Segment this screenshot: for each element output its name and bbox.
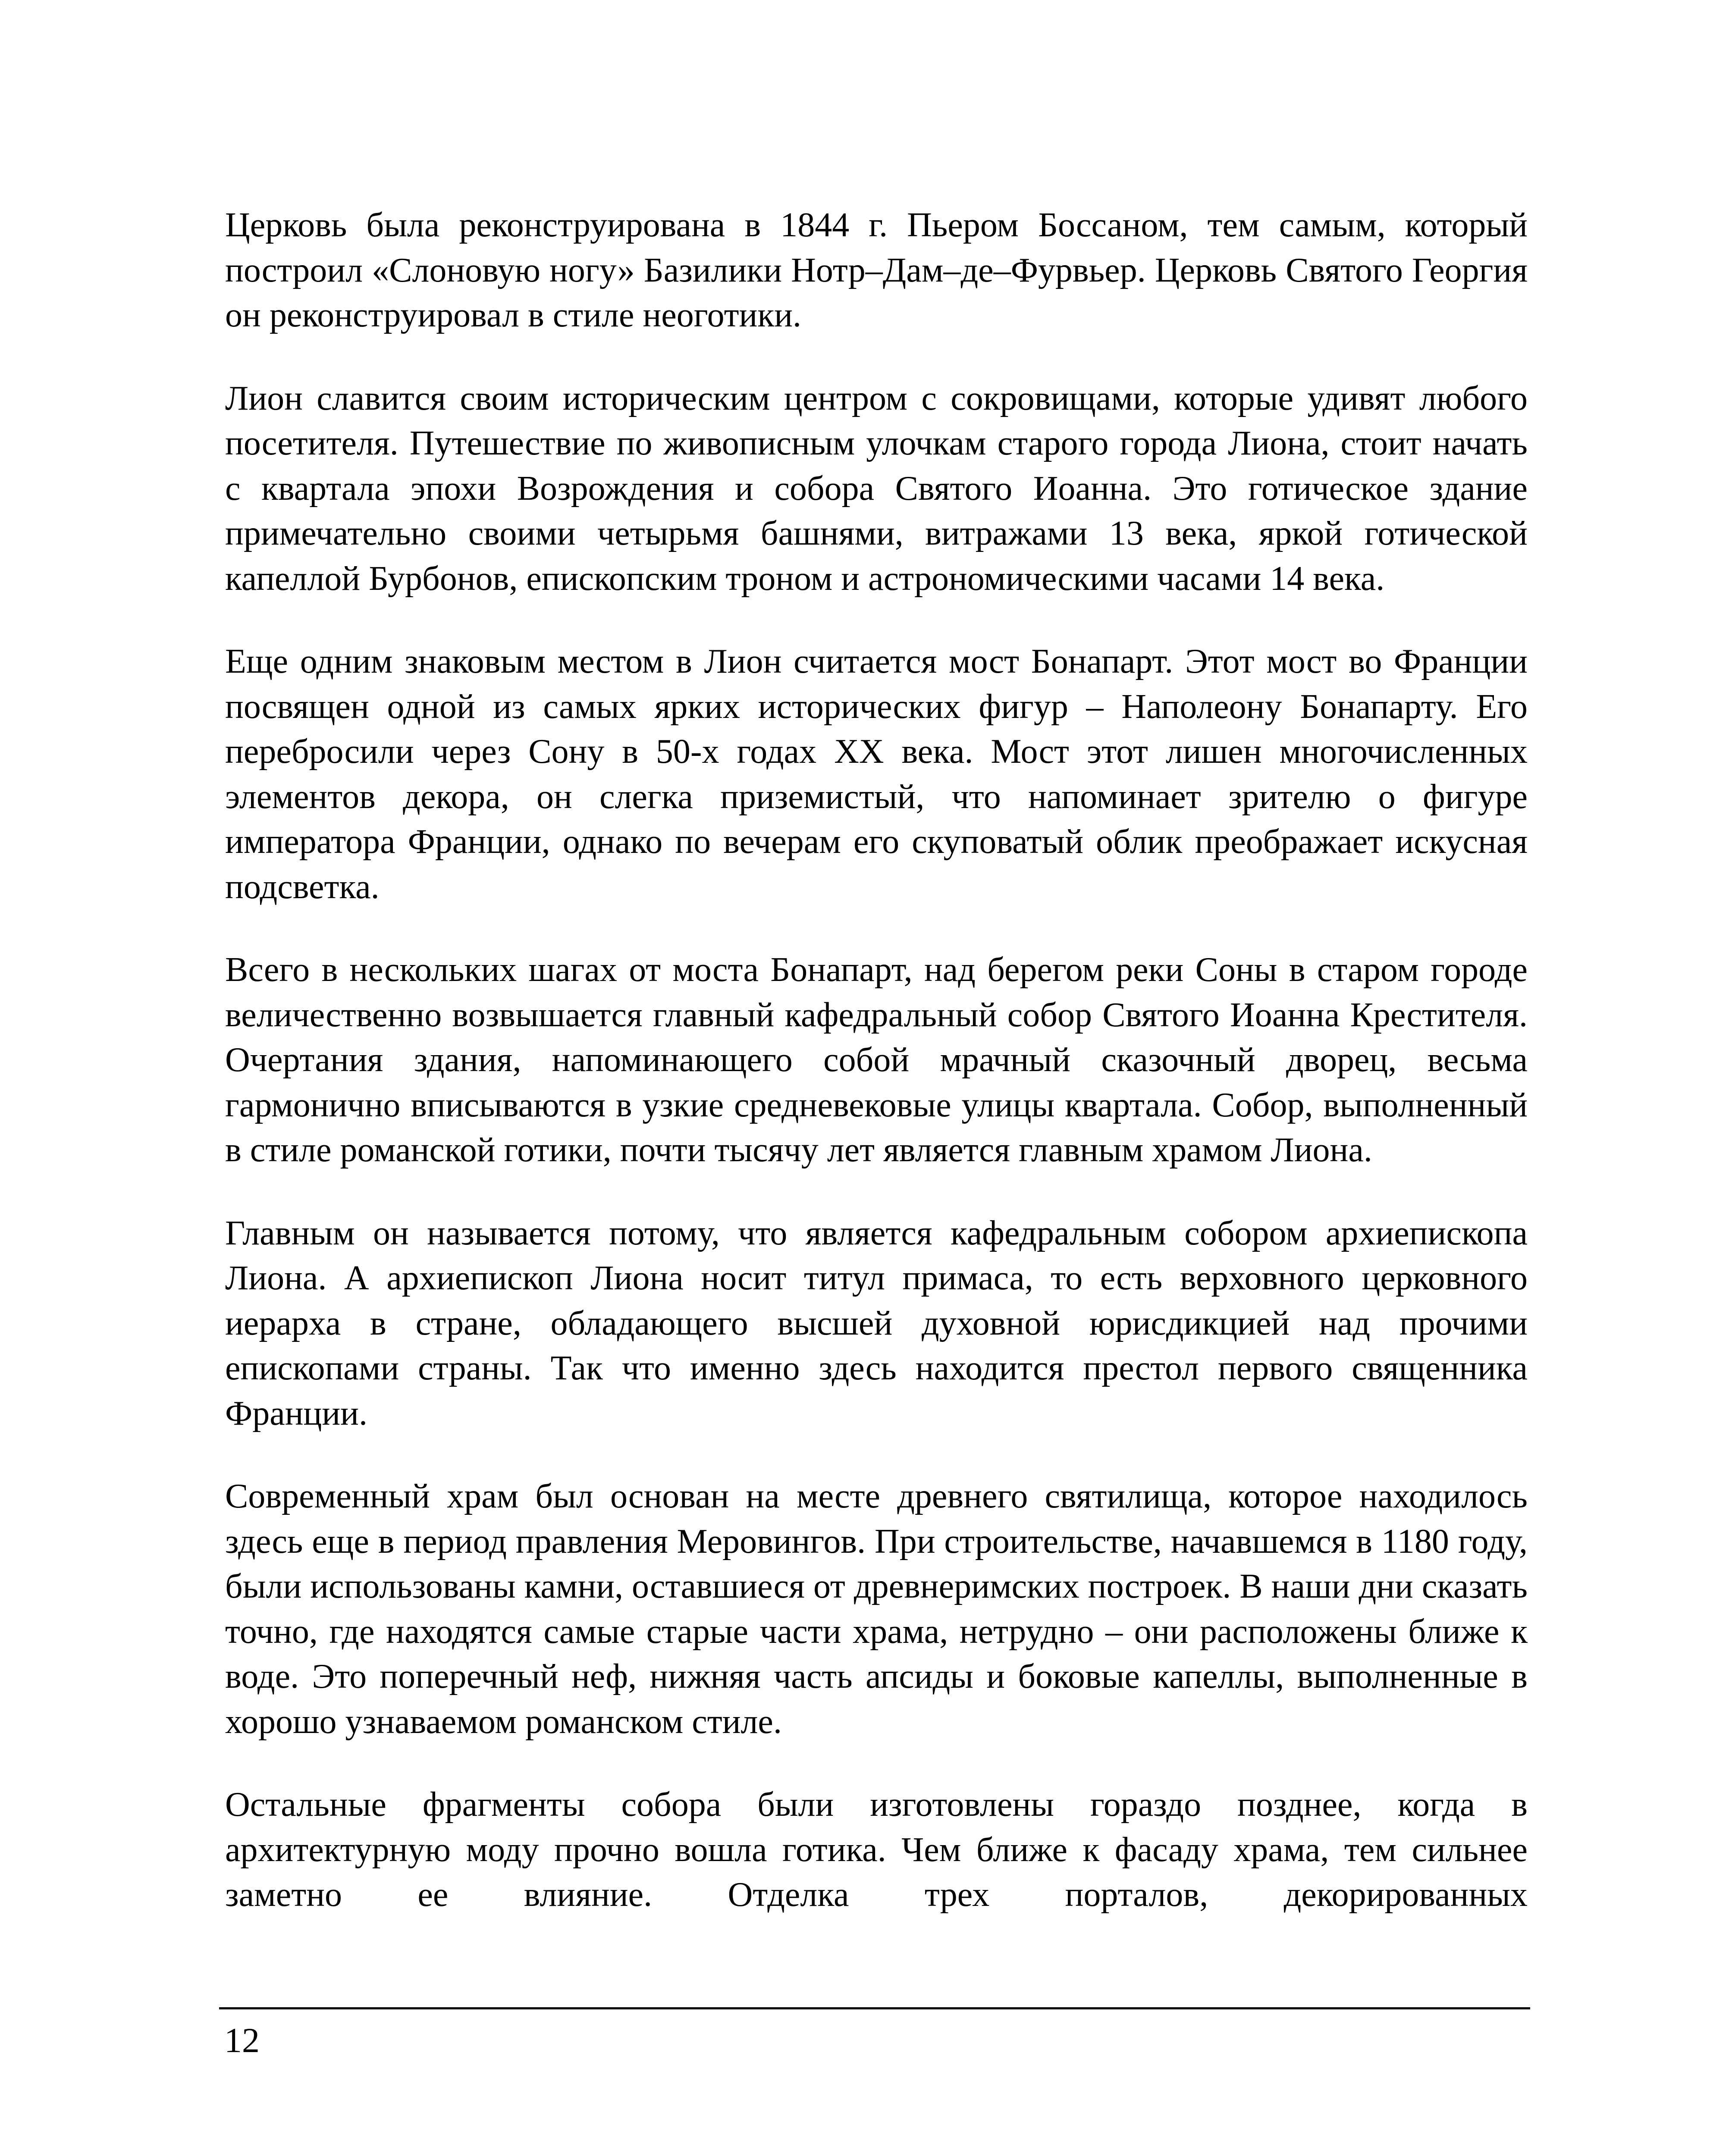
paragraph: Всего в нескольких шагах от моста Бонапарт, над берегом реки Соны в старом городе величественно возвышается главный кафедральный собор Святого Иоанна Крестителя. Очертания здания, напоминающего собой мрачный сказочный дворец, весьма гармонично вписываются в узкие средневековые улицы квартала. Собор, выполненный в стиле романской готики, почти тысячу лет является главным храмом Лиона.: [225, 951, 1528, 1169]
paragraph: Современный храм был основан на месте древнего святилища, которое находилось здесь еще в период правления Меровингов. При строительстве, начавшемся в 1180 году, были использованы камни, оставшиеся от древнеримских построек. В наши дни сказать точно, где находятся самые старые части храма, нетрудно – они расположены ближе к воде. Это поперечный неф, нижняя часть апсиды и боковые капеллы, выполненные в хорошо узнаваемом романском стиле.: [225, 1477, 1528, 1741]
paragraph: Еще одним знаковым местом в Лион считается мост Бонапарт. Этот мост во Франции посвящен одной из самых ярких исторических фигур – Наполеону Бонапарту. Его перебросили через Сону в 50-х годах XX века. Мост этот лишен многочисленных элементов декора, он слегка приземистый, что напоминает зрителю о фигуре императора Франции, однако по вечерам его скуповатый облик преображает искусная подсветка.: [225, 642, 1528, 906]
page-number: 12: [224, 2021, 260, 2060]
body-text: [225, 203, 1528, 1918]
paragraph: Остальные фрагменты собора были изготовлены гораздо позднее, когда в архитектурную моду прочно вошла готика. Чем ближе к фасаду храма, тем сильнее заметно ее влияние. Отделка трех порталов, декорированных: [225, 1786, 1528, 1914]
footer-divider: [219, 2007, 1530, 2009]
paragraph: Лион славится своим историческим центром с сокровищами, которые удивят любого посетителя. Путешествие по живописным улочкам старого города Лиона, стоит начать с квартала эпохи Возрождения и собора Святого Иоанна. Это готическое здание примечательно своими четырьмя башнями, витражами 13 века, яркой готической капеллой Бурбонов, епископским троном и астрономическими часами 14 века.: [225, 379, 1528, 598]
paragraph: Церковь была реконструирована в 1844 г. Пьером Боссаном, тем самым, который построил «Слоновую ногу» Базилики Нотр–Дам–де–Фурвьер. Церковь Святого Георгия он реконструировал в стиле неоготики.: [225, 206, 1528, 334]
paragraph: Главным он называется потому, что является кафедральным собором архиепископа Лиона. А архиепископ Лиона носит титул примаса, то есть верховного церковного иерарха в стране, обладающего высшей духовной юрисдикцией над прочими епископами страны. Так что именно здесь находится престол первого священника Франции.: [225, 1214, 1528, 1432]
